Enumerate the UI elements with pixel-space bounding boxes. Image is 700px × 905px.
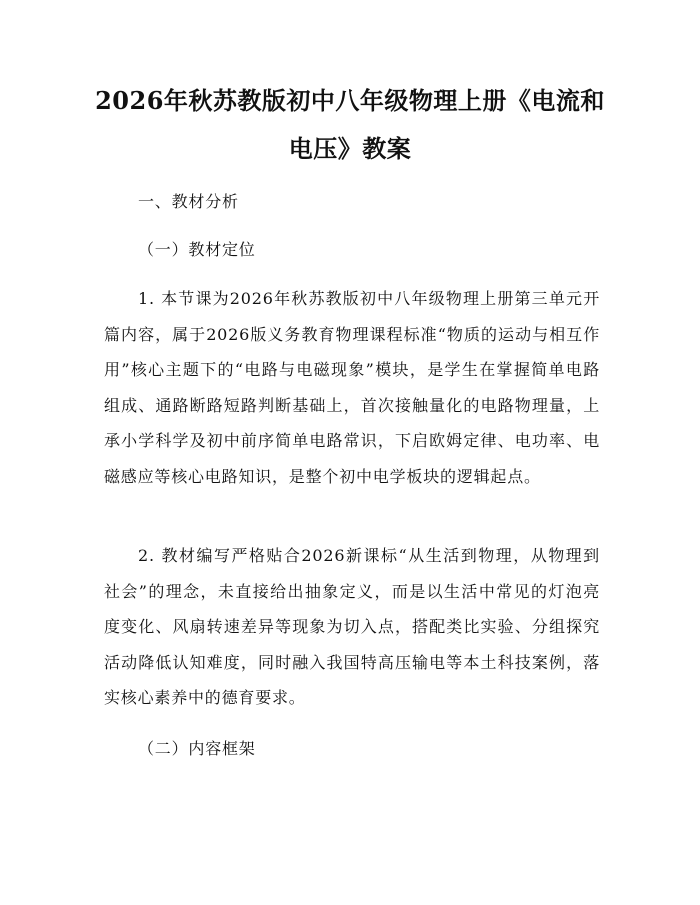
document-title: 2026年秋苏教版初中八年级物理上册《电流和电压》教案 xyxy=(95,86,605,163)
subsection-heading-textbook-positioning: （一）教材定位 xyxy=(138,240,256,259)
subsection-heading-content-framework: （二）内容框架 xyxy=(138,739,256,758)
paragraph-2: 2. 教材编写严格贴合2026新课标“从生活到物理，从物理到社会”的理念，未直接给出抽象定义，而是以生活中常见的灯泡亮度变化、风扇转速差异等现象为切入点，搭配类比实验、分组探究活动降低认知难度，同时融入我国特高压输电等本土科技案例，落实核心素养中的德育要求。 xyxy=(104,546,600,707)
section-heading-textbook-analysis: 一、教材分析 xyxy=(138,192,239,211)
paragraph-1: 1. 本节课为2026年秋苏教版初中八年级物理上册第三单元开篇内容，属于2026版义务教育物理课程标准“物质的运动与相互作用”核心主题下的“电路与电磁现象”模块，是学生在掌握简单电路组成、通路断路短路判断基础上，首次接触量化的电路物理量，上承小学科学及初中前序简单电路常识，下启欧姆定律、电功率、电磁感应等核心电路知识，是整个初中电学板块的逻辑起点。 xyxy=(104,289,600,486)
